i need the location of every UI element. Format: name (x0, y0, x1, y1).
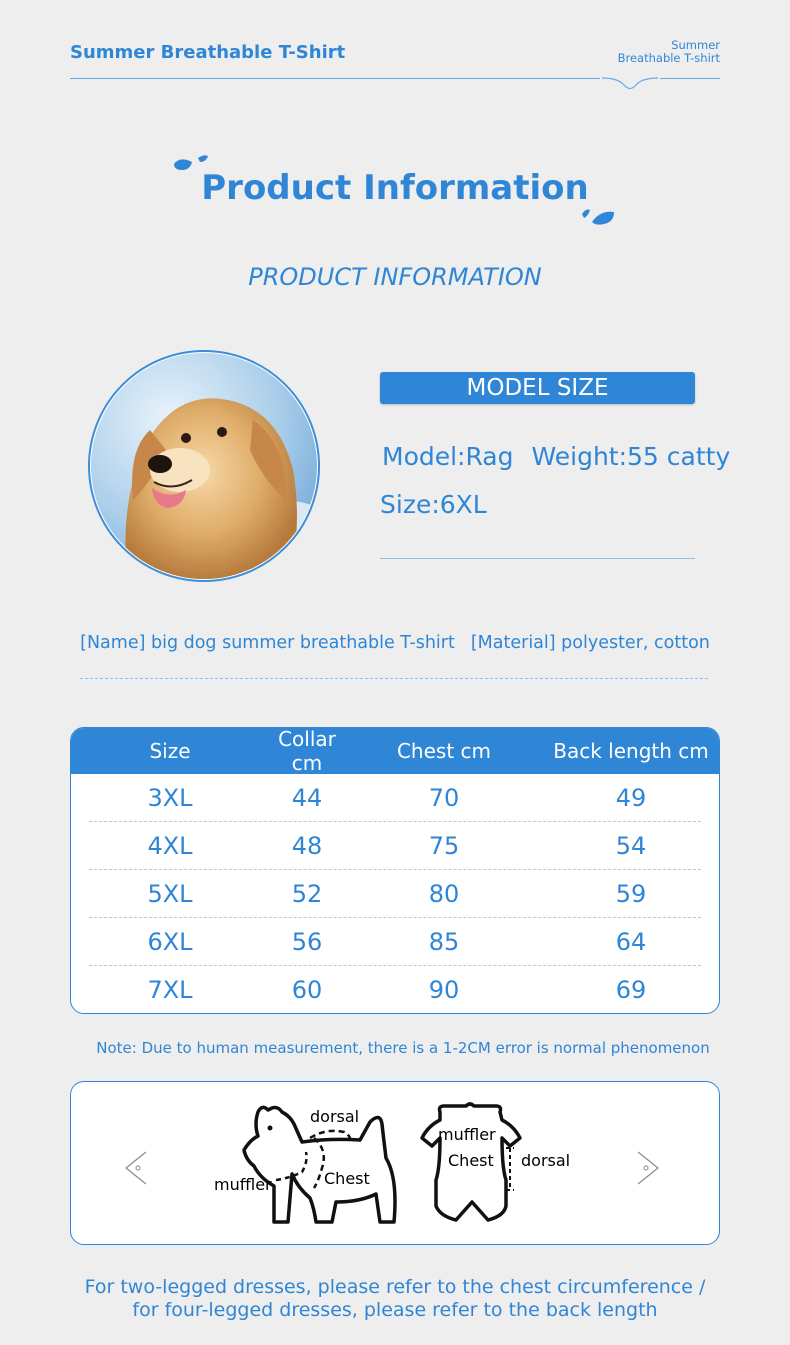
cell-chest: 80 (428, 880, 460, 908)
cell-size: 5XL (147, 880, 193, 908)
model-size-badge: MODEL SIZE (380, 372, 695, 404)
cell-chest: 90 (428, 976, 460, 1004)
cell-back-length: 54 (615, 832, 647, 860)
cell-back-length: 59 (615, 880, 647, 908)
column-header-back-length: Back length cm (553, 739, 709, 763)
table-row (71, 822, 719, 870)
label-front-chest: Chest (448, 1151, 494, 1170)
measurement-note: Note: Due to human measurement, there is a 1-2CM error is normal phenomenon (96, 1039, 710, 1057)
header-notch (600, 72, 660, 96)
dog-portrait-image (88, 350, 320, 582)
table-row (71, 966, 719, 1014)
column-header-size: Size (149, 739, 191, 763)
header-tagline-line2: Breathable T-shirt (617, 51, 720, 65)
cell-collar: 56 (291, 928, 323, 956)
table-row (71, 774, 719, 822)
model-info-line (382, 442, 730, 471)
table-row (71, 918, 719, 966)
cell-back-length: 69 (615, 976, 647, 1004)
column-header-chest: Chest cm (396, 739, 492, 763)
dog-side-view-icon (210, 1098, 410, 1233)
label-side-chest: Chest (324, 1169, 370, 1188)
section-title: Product Information (201, 168, 589, 208)
section-subtitle: PRODUCT INFORMATION (248, 263, 542, 291)
cell-back-length: 64 (615, 928, 647, 956)
cell-chest: 70 (428, 784, 460, 812)
cell-collar: 48 (291, 832, 323, 860)
size-table (70, 727, 720, 1014)
arrow-right-icon (632, 1148, 662, 1188)
cell-collar: 52 (291, 880, 323, 908)
column-header-collar: Collar cm (278, 727, 336, 775)
size-guidance (0, 1276, 790, 1322)
model-weight: Weight:55 catty (531, 442, 731, 471)
header-title: Summer Breathable T-Shirt (70, 42, 346, 63)
product-material: [Material] polyester, cotton (470, 633, 710, 653)
cell-size: 3XL (147, 784, 193, 812)
cell-size: 7XL (147, 976, 193, 1004)
cell-collar: 60 (291, 976, 323, 1004)
cell-chest: 75 (428, 832, 460, 860)
cell-back-length: 49 (615, 784, 647, 812)
model-name: Model:Rag (382, 442, 514, 471)
dashed-divider (80, 678, 708, 679)
label-side-muffler: muffler (214, 1175, 272, 1194)
cell-collar: 44 (291, 784, 323, 812)
water-drops-icon (578, 200, 622, 230)
size-guidance-line1: For two-legged dresses, please refer to the chest circumference / (84, 1276, 706, 1298)
product-details-line (0, 633, 790, 653)
product-name: [Name] big dog summer breathable T-shirt (80, 633, 455, 653)
label-side-dorsal: dorsal (310, 1107, 360, 1126)
cell-chest: 85 (428, 928, 460, 956)
header-tagline (618, 39, 720, 65)
dog-shirt-front-view-icon (410, 1098, 590, 1233)
header-tagline-line1: Summer (671, 38, 720, 52)
label-front-muffler: muffler (438, 1125, 496, 1144)
cell-size: 4XL (147, 832, 193, 860)
cell-size: 6XL (147, 928, 193, 956)
size-guidance-line2: for four-legged dresses, please refer to the back length (132, 1299, 658, 1321)
model-rule (380, 558, 695, 559)
size-table-header (71, 728, 719, 774)
model-size: Size:6XL (380, 490, 487, 519)
table-row (71, 870, 719, 918)
arrow-left-icon (122, 1148, 152, 1188)
label-front-dorsal: dorsal (521, 1151, 571, 1170)
